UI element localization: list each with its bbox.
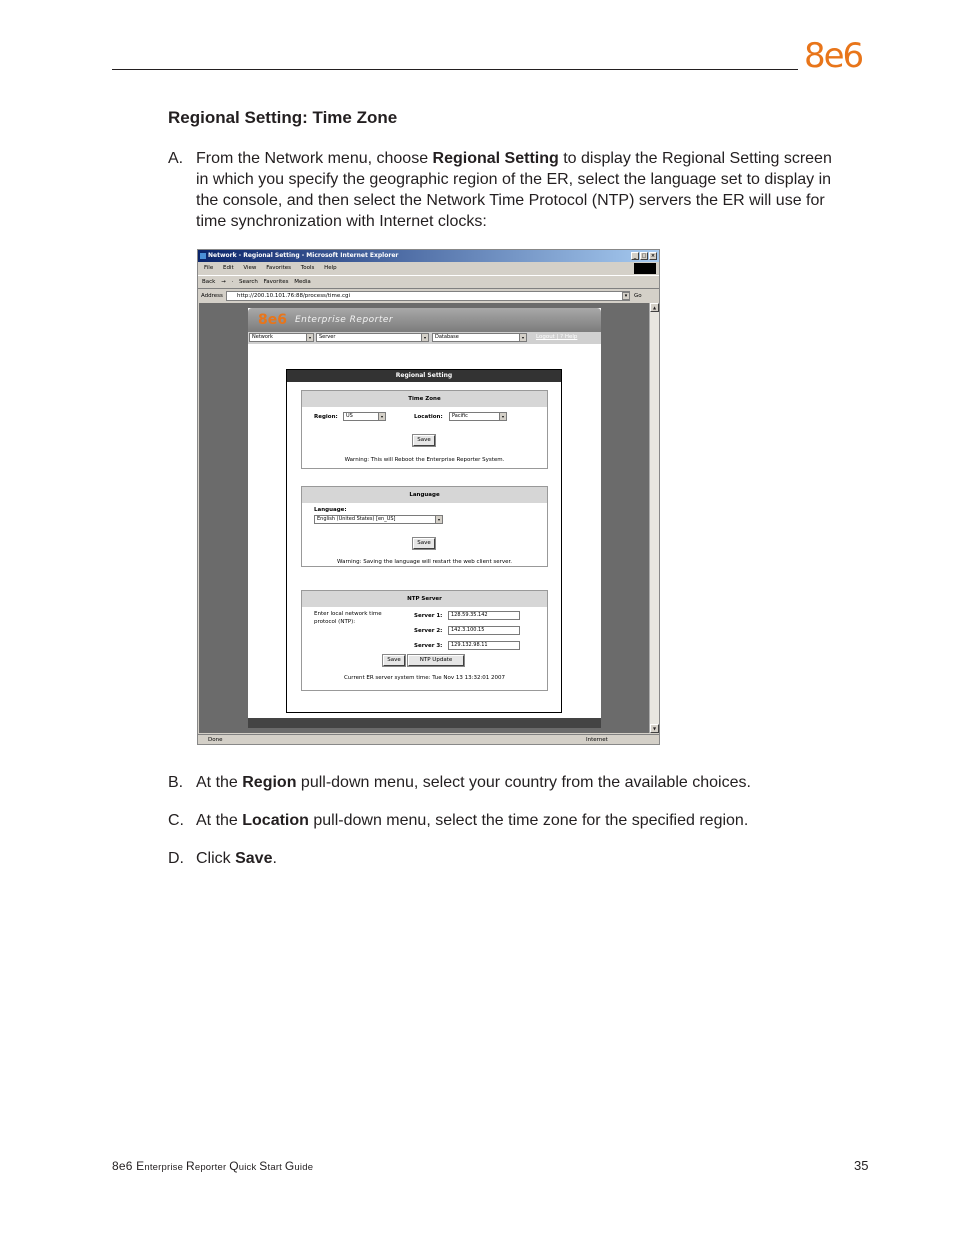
app-header [248, 308, 601, 332]
security-zone: Internet [586, 737, 608, 743]
favorites-button[interactable]: Favorites [263, 279, 289, 285]
back-button[interactable]: Back [202, 279, 216, 285]
go-button[interactable]: Go [634, 293, 642, 299]
menu-tools[interactable]: Tools [300, 265, 315, 271]
address-bar [198, 290, 659, 302]
language-heading: Language [302, 487, 547, 503]
address-input[interactable]: http://200.10.101.76:88/process/time.cgi [226, 291, 630, 301]
page-number: 35 [854, 1158, 869, 1173]
app-logo: 8e6 [258, 312, 287, 328]
time-zone-box [301, 390, 548, 469]
logout-help-links[interactable]: Logout | ? Help [536, 334, 578, 340]
windows-flag-icon [634, 263, 656, 274]
window-buttons [631, 252, 657, 260]
nav-database-select[interactable]: Database ▾ [432, 333, 527, 342]
ntp-save-button[interactable]: Save [383, 655, 405, 666]
step-letter: C. [168, 812, 184, 829]
menu-view[interactable]: View [243, 265, 257, 271]
browser-screenshot [197, 249, 660, 745]
maximize-icon[interactable]: □ [641, 253, 647, 259]
ntp-description: Enter local network time protocol (NTP): [314, 611, 382, 625]
ntp-update-button[interactable]: NTP Update [408, 655, 464, 666]
close-icon[interactable]: × [650, 253, 656, 259]
status-bar [198, 734, 659, 745]
page-viewport [199, 303, 649, 733]
language-warning: Warning: Saving the language will restart the web client server. [336, 559, 513, 565]
scroll-up-icon[interactable]: ▲ [650, 303, 659, 312]
ie-icon [200, 253, 206, 259]
time-zone-heading: Time Zone [302, 391, 547, 407]
ntp-server-box [301, 590, 548, 691]
forward-button[interactable]: → [221, 279, 226, 285]
menu-edit[interactable]: Edit [222, 265, 234, 271]
server3-label: Server 3: [414, 643, 443, 649]
step-text: At the Region pull-down menu, select your country from the available choices. [196, 774, 751, 791]
chevron-down-icon: ▾ [378, 413, 385, 420]
minimize-icon[interactable]: _ [631, 252, 639, 260]
app-window [248, 308, 601, 728]
server-time: Current ER server system time: Tue Nov 13 13:32:01 2007 [343, 675, 506, 681]
chevron-down-icon: ▾ [435, 516, 442, 523]
location-select[interactable]: Pacific ▾ [449, 412, 507, 421]
menu-help[interactable]: Help [324, 265, 337, 271]
server2-label: Server 2: [414, 628, 443, 634]
search-button[interactable]: Search [238, 279, 258, 285]
window-title: Network - Regional Setting - Microsoft Internet Explorer [208, 252, 399, 259]
region-select[interactable]: US ▾ [343, 412, 386, 421]
menu-favorites[interactable]: Favorites [266, 265, 292, 271]
footer-guide-title: 8e6 Enterprise Reporter Quick Start Guide [112, 1159, 314, 1173]
app-nav [248, 332, 601, 344]
app-name: Enterprise Reporter [295, 315, 394, 325]
step-letter: B. [168, 774, 184, 791]
chevron-down-icon: ▾ [421, 334, 428, 341]
timezone-warning: Warning: This will Reboot the Enterprise Reporter System. [344, 457, 505, 463]
header-rule [112, 69, 798, 70]
language-box [301, 486, 548, 567]
logo-8e6: 8e6 [804, 36, 863, 76]
step-text: From the Network menu, choose Regional Setting to display the Regional Setting screen in which you specify the geographic region of the ER, select the language set to display in the console, and then select the Network Time Protocol (NTP) servers the ER will use for time synchronization with Internet clocks: [196, 150, 832, 230]
nav-server-select[interactable]: Server ▾ [316, 333, 429, 342]
server3-input[interactable]: 129.132.98.11 [448, 641, 520, 650]
timezone-save-button[interactable]: Save [413, 435, 435, 446]
chevron-down-icon: ▾ [306, 334, 313, 341]
regional-setting-panel [286, 369, 562, 713]
window-titlebar [198, 250, 659, 262]
server1-label: Server 1: [414, 613, 443, 619]
nav-network-select[interactable]: Network ▾ [249, 333, 314, 342]
ntp-heading: NTP Server [302, 591, 547, 607]
step-letter: D. [168, 850, 184, 867]
menubar [198, 263, 659, 274]
address-label: Address [201, 293, 223, 299]
server2-input[interactable]: 142.3.100.15 [448, 626, 520, 635]
step-letter: A. [168, 150, 184, 167]
browser-toolbar [198, 275, 659, 289]
menu-file[interactable]: File [204, 265, 214, 271]
region-label: Region: [314, 414, 338, 420]
chevron-down-icon: ▾ [519, 334, 526, 341]
chevron-down-icon: ▾ [499, 413, 506, 420]
language-save-button[interactable]: Save [413, 538, 435, 549]
panel-title: Regional Setting [287, 370, 561, 382]
language-label: Language: [314, 507, 347, 513]
step-text: Click Save. [196, 850, 277, 867]
address-dropdown-icon[interactable]: ▾ [622, 292, 630, 300]
server1-input[interactable]: 128.59.35.142 [448, 611, 520, 620]
section-title: Regional Setting: Time Zone [168, 108, 398, 127]
app-footer-bar [248, 718, 601, 728]
status-text: Done [208, 737, 223, 743]
location-label: Location: [414, 414, 443, 420]
vertical-scrollbar[interactable] [649, 303, 659, 733]
media-button[interactable]: Media [294, 279, 311, 285]
stop-refresh-icons[interactable]: · [231, 279, 234, 285]
step-text: At the Location pull-down menu, select the time zone for the specified region. [196, 812, 749, 829]
scroll-down-icon[interactable]: ▼ [650, 724, 659, 733]
language-select[interactable]: English (United States) [en_US] ▾ [314, 515, 443, 524]
